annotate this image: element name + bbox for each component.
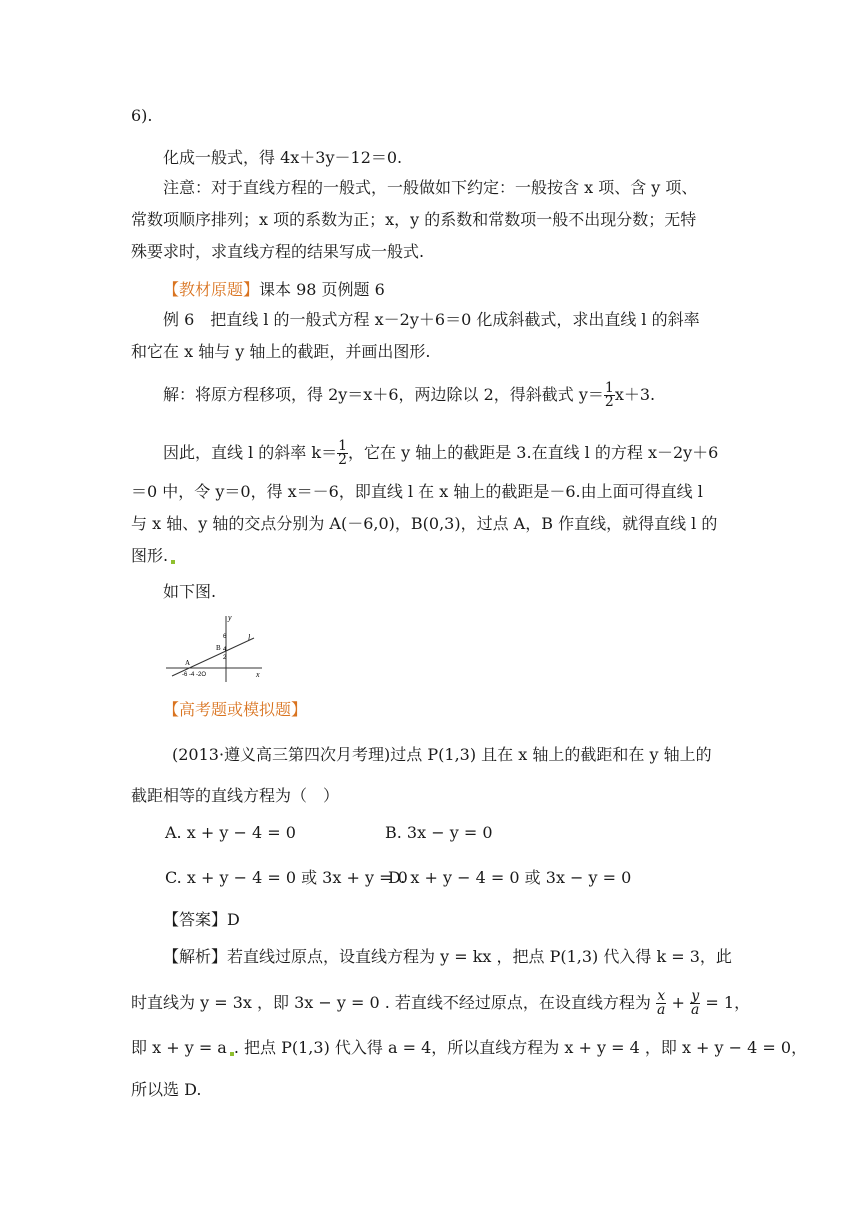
- y-tick-4: 4: [223, 647, 227, 653]
- fraction-den: 2: [604, 394, 614, 410]
- solution-text: ，它在 y 轴上的截距是 3.在直线 l 的方程 x－2y＋6: [348, 443, 719, 462]
- solution-text: x＋3.: [614, 385, 656, 404]
- marker-dot: [171, 560, 175, 564]
- solution-text: 解：将原方程移项，得 2y＝x＋6，两边除以 2，得斜截式 y＝: [163, 385, 604, 404]
- note-line: 殊要求时，求直线方程的结果写成一般式.: [131, 242, 425, 261]
- fraction-num: 1: [604, 380, 614, 396]
- analysis-text: . 把点 P(1,3) 代入得 a = 4，所以直线方程为 x + y = 4 ，即 x + y − 4 = 0，: [233, 1038, 808, 1057]
- section-heading-exam: [163, 700, 307, 720]
- text-line: 化成一般式，得 4x＋3y－12＝0.: [163, 148, 403, 167]
- fraction-num: 1: [338, 438, 347, 454]
- x-tick-labels: -6 -4 -2O: [182, 672, 207, 678]
- solution-line: ＝0 中，令 y＝0，得 x＝－6，即直线 l 在 x 轴上的截距是－6.由上面可得直线 l: [131, 482, 703, 501]
- fraction-den: 2: [338, 452, 347, 468]
- fraction-y-over-a: [690, 990, 700, 1017]
- line-graph-figure: [166, 610, 268, 682]
- option-b: B. 3x − y = 0: [385, 823, 493, 842]
- y-tick-6: 6: [223, 634, 227, 640]
- y-tick-2: 2: [223, 655, 227, 661]
- x-axis-label: x: [256, 670, 260, 679]
- note-line: 注意：对于直线方程的一般式，一般做如下约定：一般按含 x 项、含 y 项、: [163, 178, 698, 197]
- section-ref: 课本 98 页例题 6: [259, 280, 385, 299]
- fraction-x-over-a: [656, 990, 666, 1017]
- answer-line: 【答案】D: [163, 910, 240, 929]
- section-bracket: 【高考题或模拟题】: [163, 700, 308, 719]
- analysis-text: 时直线为 y = 3x ，即 3x − y = 0 . 若直线不经过原点，在设直线方程为: [131, 993, 651, 1012]
- solution-line: [163, 382, 655, 409]
- solution-line: 与 x 轴、y 轴的交点分别为 A(－6,0)，B(0,3)，过点 A，B 作直线，就得直线 l 的: [131, 514, 718, 533]
- fraction-num: x: [657, 988, 666, 1004]
- problem-line: 截距相等的直线方程为（ ）: [131, 786, 340, 805]
- plus-sign: +: [671, 993, 685, 1012]
- point-b-label: B: [216, 644, 221, 652]
- solution-line: [131, 546, 175, 566]
- analysis-line: [131, 1038, 807, 1058]
- section-heading-textbook: [163, 280, 385, 300]
- section-bracket: 【教材原题】: [163, 280, 260, 299]
- solution-line: 如下图.: [163, 582, 217, 601]
- point-a-label: A: [185, 659, 191, 667]
- fraction-den: a: [690, 1002, 700, 1018]
- analysis-line: [131, 990, 750, 1017]
- fraction: [337, 440, 348, 467]
- line-label: l: [248, 633, 251, 642]
- example-line: 例 6 把直线 l 的一般式方程 x－2y＋6＝0 化成斜截式，求出直线 l 的斜率: [163, 310, 700, 329]
- analysis-line: 【解析】若直线过原点，设直线方程为 y = kx ，把点 P(1,3) 代入得 k = 3，此: [163, 947, 732, 966]
- solution-text: 图形.: [131, 546, 169, 565]
- problem-line: (2013·遵义高三第四次月考理)过点 P(1,3) 且在 x 轴上的截距和在 y 轴上的: [172, 745, 712, 764]
- example-line: 和它在 x 轴与 y 轴上的截距，并画出图形.: [131, 342, 431, 361]
- line-l: [172, 638, 254, 676]
- analysis-text: = 1，: [705, 993, 751, 1012]
- option-a: A. x + y − 4 = 0: [165, 823, 296, 842]
- option-c: C. x + y − 4 = 0 或 3x + y = 0: [165, 868, 408, 887]
- option-d: D. x + y − 4 = 0 或 3x − y = 0: [388, 868, 632, 887]
- fraction: [604, 382, 615, 409]
- y-axis-label: y: [228, 613, 232, 622]
- solution-text: 因此，直线 l 的斜率 k＝: [163, 443, 338, 462]
- analysis-text: 即 x + y = a: [131, 1038, 227, 1057]
- analysis-line: 所以选 D.: [131, 1080, 202, 1099]
- note-line: 常数项顺序排列；x 项的系数为正；x，y 的系数和常数项一般不出现分数；无特: [131, 210, 697, 229]
- fraction-den: a: [657, 1002, 666, 1018]
- text-line: 6).: [131, 106, 153, 125]
- solution-line: [163, 440, 718, 467]
- fraction-num: y: [691, 988, 700, 1004]
